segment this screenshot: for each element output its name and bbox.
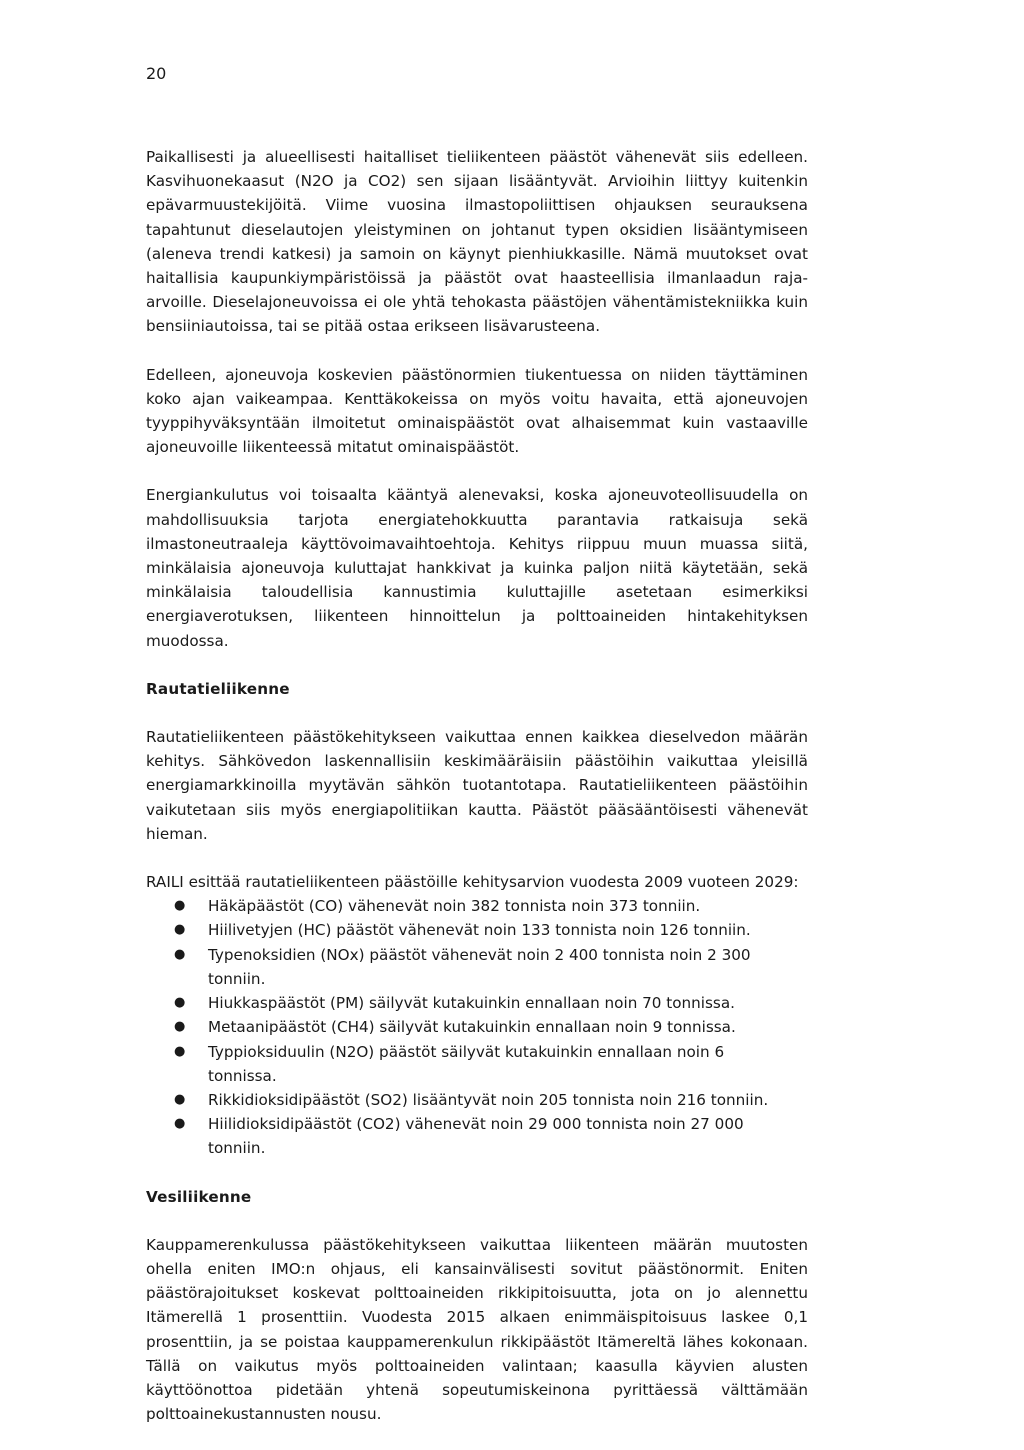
list-item-text: Hiilivetyjen (HC) päästöt vähenevät noin 133 tonnista noin 126 tonniin. <box>208 921 751 940</box>
list-item-text: Häkäpäästöt (CO) vähenevät noin 382 tonnista noin 373 tonniin. <box>208 897 701 916</box>
list-item <box>146 1088 808 1112</box>
document-body <box>146 145 808 1450</box>
list-item-text: Rikkidioksidipäästöt (SO2) lisääntyvät noin 205 tonnista noin 216 tonniin. <box>208 1090 769 1109</box>
list-item <box>146 1015 808 1039</box>
paragraph-emission-norms: Edelleen, ajoneuvoja koskevien päästönormien tiukentuessa on niiden täyttäminen koko ajan vaikeampaa. Kenttäkokeissa on myös voitu havaita, että ajoneuvojen tyyppihyväksyntään ilmoitetut ominaispäästöt ovat alhaisemmat kuin vastaaville ajoneuvoille liikenteessä mitatut ominaispäästöt. <box>146 365 808 457</box>
paragraph-rail-traffic: Rautatieliikenteen päästökehitykseen vaikuttaa ennen kaikkea dieselvedon määrän kehitys. Sähkövedon laskennallisiin keskimääräisiin päästöihin vaikuttaa yleisillä energiamarkkinoilla myytävän sähkön tuotantotapa. Rautatieliikenteen päästöihin vaikutetaan siis myös energiapolitiikan kautta. Päästöt pääsääntöisesti vähenevät hieman. <box>146 728 808 843</box>
bullet-icon: ● <box>174 1116 186 1132</box>
rail-emission-list <box>146 894 808 1160</box>
list-item-text: Hiukkaspäästöt (PM) säilyvät kutakuinkin ennallaan noin 70 tonnissa. <box>208 994 735 1013</box>
list-item <box>146 918 808 942</box>
list-item <box>146 1112 808 1160</box>
list-item <box>146 991 808 1015</box>
page-number: 20 <box>146 64 167 83</box>
bullet-icon: ● <box>174 898 186 914</box>
bullet-icon: ● <box>174 922 186 938</box>
heading-rail-traffic: Rautatieliikenne <box>146 679 290 698</box>
list-item-text: Typenoksidien (NOx) päästöt vähenevät noin 2 400 tonnista noin 2 300 tonniin. <box>208 945 751 988</box>
list-item <box>146 894 808 918</box>
bullet-icon: ● <box>174 1091 186 1107</box>
list-item-text: Metaanipäästöt (CH4) säilyvät kutakuinkin ennallaan noin 9 tonnissa. <box>208 1018 736 1037</box>
list-item-text: Hiilidioksidipäästöt (CO2) vähenevät noin 29 000 tonnista noin 27 000 tonniin. <box>208 1115 744 1158</box>
bullet-icon: ● <box>174 995 186 1011</box>
paragraph-energy-consumption: Energiankulutus voi toisaalta kääntyä alenevaksi, koska ajoneuvoteollisuudella on mahdollisuuksia tarjota energiatehokkuutta parantavia ratkaisuja sekä ilmastoneutraaleja käyttövoimavaihtoehtoja. Kehitys riippuu muun muassa siitä, minkälaisia ajoneuvoja kuluttajat hankkivat ja kuinka paljon niitä käytetään, sekä minkälaisia taloudellisia kannustimia kuluttajille asetetaan esimerkiksi energiaverotuksen, liikenteen hinnoittelun ja polttoaineiden hintakehityksen muodossa. <box>146 486 808 650</box>
bullet-icon: ● <box>174 1019 186 1035</box>
list-item <box>146 943 808 991</box>
list-item <box>146 1040 808 1088</box>
heading-water-traffic: Vesiliikenne <box>146 1187 252 1206</box>
bullet-icon: ● <box>174 1043 186 1059</box>
paragraph-road-emissions: Paikallisesti ja alueellisesti haitalliset tieliikenteen päästöt vähenevät siis edelleen. Kasvihuonekaasut (N2O ja CO2) sen sijaan lisääntyvät. Arvioihin liittyy kuitenkin epävarmuustekijöitä. Viime vuosina ilmastopoliittisen ohjauksen seurauksena tapahtunut dieselautojen yleistyminen on johtanut typen oksidien lisääntymiseen (aleneva trendi katkesi) ja samoin on käynyt pienhiukkasille. Nämä muutokset ovat haitallisia kaupunkiympäristöissä ja päästöt ovat haasteellisia ilmanlaadun raja-arvoille. Dieselajoneuvoissa ei ole yhtä tehokasta päästöjen vähentämistekniikka kuin bensiiniautoissa, tai se pitää ostaa erikseen lisävarusteena. <box>146 148 808 336</box>
list-item-text: Typpioksiduulin (N2O) päästöt säilyvät kutakuinkin ennallaan noin 6 tonnissa. <box>208 1042 725 1085</box>
paragraph-water-traffic: Kauppamerenkulussa päästökehitykseen vaikuttaa liikenteen määrän muutosten ohella eniten IMO:n ohjaus, eli kansainvälisesti sovitut päästönormit. Eniten päästörajoitukset koskevat polttoaineiden rikkipitoisuutta, jota on jo alennettu Itämerellä 1 prosenttiin. Vuodesta 2015 alkaen enimmäispitoisuus laskee 0,1 prosenttiin, ja se poistaa kauppamerenkulun rikkipäästöt Itämereltä lähes kokonaan. Tällä on vaikutus myös polttoaineiden valintaan; kaasulla käyvien alusten käyttöönottoa pidetään yhtenä sopeutumiskeinona pyrittäessä välttämään polttoainekustannusten nousu. <box>146 1235 808 1424</box>
bullet-icon: ● <box>174 946 186 962</box>
paragraph-raili-intro: RAILI esittää rautatieliikenteen päästöille kehitysarvion vuodesta 2009 vuoteen 2029: <box>146 873 799 892</box>
